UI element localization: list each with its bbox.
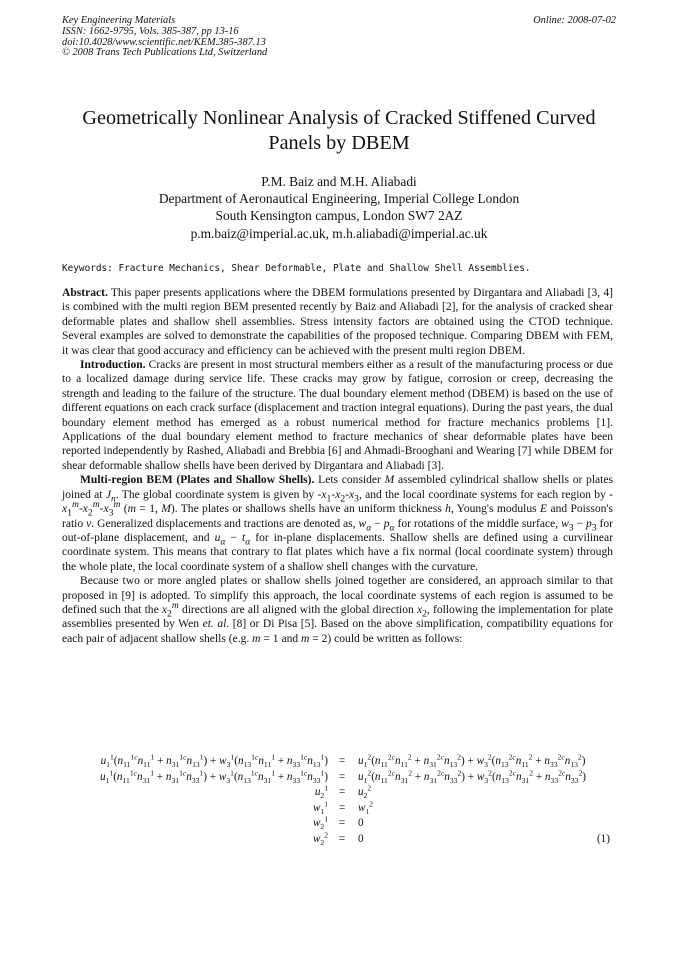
title-line-1: Geometrically Nonlinear Analysis of Cracked Stiffened Curved xyxy=(82,107,596,129)
keywords-text: Fracture Mechanics, Shear Deformable, Plate and Shallow Shell Assemblies. xyxy=(118,263,531,274)
multi-text-2: assembled cylindrical shallow shells or plates joined at xyxy=(62,474,613,501)
multi-text-1: Lets consider xyxy=(318,474,381,487)
online-date: Online: 2008-07-02 xyxy=(533,15,616,26)
introduction-text: Cracks are present in most structural members either as a result of the manufacturing process or due to a localized damage during service life. These cracks may grow by fatigue, corrosion or creep, decreasing the strength and leading to the failure of the structure. The dual boundary element method (DBEM) is based on the use of different equations on each crack surface (displacement and traction integral equations). During the past years, the dual boundary element method has emerged as a robust numerical method for fracture mechanics problems [1]. Applications of the dual boundary element method to fracture mechanics of shear deformable plates have been reported independently by Rashed, Aliabadi and Brebbia [6] and Ahmadi-Brooghani and Wearing [7] while DBEM for shear deformable shallow shells have been derived by Dirgantara and Aliabadi [3]. xyxy=(62,359,614,472)
multi-text-5: The plates or shallows shells have an uniform thickness xyxy=(180,503,442,516)
multi-text-9: for rotations of the middle surface, xyxy=(397,517,559,530)
body-text xyxy=(62,286,613,646)
assembly-text-4: [8] or Di Pisa [5]. Based on the above simplification, compatibility equations for each pair of adjacent shallow shells (e.g. xyxy=(62,618,614,645)
et-al: et. al. xyxy=(202,618,230,631)
assembly-text-5: and xyxy=(281,632,299,645)
author-emails: p.m.baiz@imperial.ac.uk, m.h.aliabadi@imperial.ac.uk xyxy=(190,225,488,241)
assembly-text-1: Because two or more angled plates or shallow shells joined together are considered, an approach similar to that proposed in [9] is adopted. To simplify this approach, the local coordinate systems of each region is assumed to be defined such that the xyxy=(62,575,613,616)
author-names: P.M. Baiz and M.H. Aliabadi xyxy=(261,174,417,189)
assembly-text-3: , following the implementation for plate assemblies presented by Wen xyxy=(62,603,614,631)
assembly-text-2: directions are all aligned with the global direction xyxy=(181,603,414,616)
multi-text-7: and Poisson's ratio xyxy=(62,503,613,530)
abstract-text: This paper presents applications where the DBEM formulations presented by Dirgantara and Aliabadi [3, 4] is combined with the multi region BEM presented recently by Baiz and Aliabadi [2], for the analysis of cracked shear deformable plates and shallow shell assemblies. Stress intensity factors are obtained using the CTOD technique. Several examples are solved to demonstrate the capabilities of the proposed technique. Comparing DBEM with FEM, it was clear that good accuracy and efficiency can be achieved with the present multi region DBEM. xyxy=(62,287,613,357)
equation-row: $w_2^1$ = 0 xyxy=(312,814,364,832)
title-line-2: Panels by DBEM xyxy=(268,132,410,154)
abstract-paragraph xyxy=(62,286,613,358)
multi-text-6: , Young's modulus xyxy=(450,503,537,516)
multi-text-3: . The global coordinate system is given by xyxy=(115,488,315,501)
keywords-line xyxy=(62,263,622,275)
equation-row: $u_2^1$ = $u_2^2$ xyxy=(314,783,372,801)
compatibility-equations xyxy=(62,754,616,848)
equation-row: $u_1^1(n_{11}^{1c}n_{31}^1 + n_{31}^{1c}n_{33}^1) + w_3^1(n_{13}^{1c}n_{31}^1 + n_{33}^{1c}n_{33}^1)$ = $u_1^2(n_{11}^{2c}n_{31}^2 + n_{31}^{2c}n_{33}^2) + w_3^2(n_{13}^{2c}n_{31}^2 + n_{33}^{2c}n_{33}^2)$ xyxy=(100,767,586,785)
author-block xyxy=(62,173,616,242)
multi-region-paragraph: Multi-region BEM (Plates and Shallow Shells). Lets consider M assembled cylindrical shallow shells or plates joined at $J_n$. The global coordinate system is given by $-x_1-x_2-x_3$, and the local coordinate systems for each region by $-x_1^m-x_2^m-x_3^m$ (m = 1, M). The plates or shallows shells have an uniform thickness h, Young's modulus E and Poisson's ratio ν. Generalized displacements and tractions are denoted as, $w_\alpha - p_\alpha$ for rotations of the middle surface, $w_3 - p_3$ for out-of-plane displacement, and $u_\alpha - t_\alpha$ for in-plane displacements. Shallow shells are defined using a curvilinear coordinate system. This means that contrary to flat plates which have a fix normal (local coordinate system) through the whole plate, the local coordinate system of a shallow shell changes with the curvature. xyxy=(62,474,614,573)
introduction-paragraph xyxy=(62,358,613,473)
multi-text-8: . Generalized displacements and tractions are denoted as, xyxy=(91,517,356,530)
copyright-line: © 2008 Trans Tech Publications Ltd, Switzerland xyxy=(62,47,268,59)
journal-header xyxy=(62,16,616,59)
equation-row: $w_2^2$ = 0 (1) xyxy=(312,830,610,848)
doi-line: doi:10.4028/www.scientific.net/KEM.385-387.13 xyxy=(62,36,266,48)
multi-text-11: for in-plane displacements. Shallow shells are defined using a curvilinear coordinate system. This means that contrary to flat plates which have a fix normal (local coordinate system) through the whole plate, the local coordinate system of a shallow shell changes with the curvature. xyxy=(62,531,613,573)
affiliation-line-1: Department of Aeronautical Engineering, Imperial College London xyxy=(158,191,520,207)
multi-region-label: Multi-region BEM (Plates and Shallow Shells). xyxy=(80,474,315,487)
assembly-paragraph: Because two or more angled plates or shallow shells joined together are considered, an approach similar to that proposed in [9] is adopted. To simplify this approach, the local coordinate systems of each region is assumed to be defined such that the $x_2^m$ directions are all aligned with the global direction $x_2$, following the implementation for plate assemblies presented by Wen et. al. [8] or Di Pisa [5]. Based on the above simplification, compatibility equations for each pair of adjacent shallow shells (e.g. m = 1 and m = 2) could be written as follows: xyxy=(62,575,614,645)
affiliation-line-2: South Kensington campus, London SW7 2AZ xyxy=(215,208,463,224)
paper-title xyxy=(62,106,616,156)
abstract-label: Abstract. xyxy=(62,287,108,299)
introduction-label: Introduction. xyxy=(80,359,146,372)
equation-row: $u_1^1(n_{11}^{1c}n_{11}^1 + n_{31}^{1c}n_{13}^1) + w_3^1(n_{13}^{1c}n_{11}^1 + n_{33}^{1c}n_{13}^1)$ = $u_1^2(n_{11}^{2c}n_{11}^2 + n_{31}^{2c}n_{13}^2) + w_3^2(n_{13}^{2c}n_{11}^2 + n_{33}^{2c}n_{13}^2)$ xyxy=(100,752,586,770)
issn-line: ISSN: 1662-9795, Vols. 385-387, pp 13-16 xyxy=(62,25,239,37)
multi-text-10: for out-of-plane displacement, and xyxy=(62,517,614,544)
keywords-label: Keywords: xyxy=(62,263,113,274)
multi-text-4: , and the local coordinate systems for each region by xyxy=(358,488,606,501)
assembly-text-6: ) could be written as follows: xyxy=(327,632,463,645)
journal-name: Key Engineering Materials xyxy=(62,15,176,26)
equation-number: (1) xyxy=(596,832,610,845)
equation-row: $w_1^1$ = $w_1^2$ xyxy=(312,799,374,817)
